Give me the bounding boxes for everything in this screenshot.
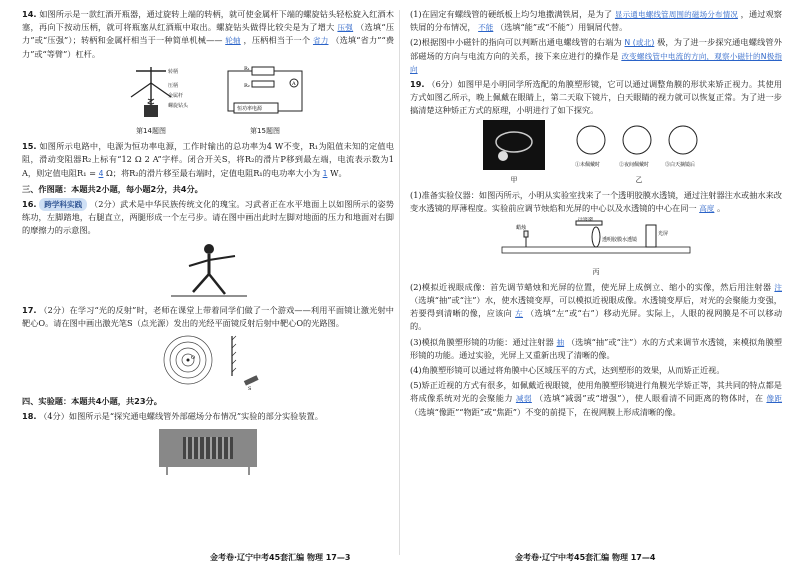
figure-16 xyxy=(22,240,394,302)
figure-17 xyxy=(22,332,394,392)
wine-opener-figure xyxy=(106,63,196,121)
martial-arts-figure xyxy=(163,240,253,302)
footer-right: 金考卷·辽宁中考45套汇编 物理 17—4 xyxy=(515,553,656,562)
question-18-2: (2)根据图中小磁针的指向可以判断出通电螺线管的右端为 N (或北) 极，为了进一步探究通电螺线管外部磁场的方向与电流方向的关系，接下来应进行的操作是 改变螺线管中电流的方向，观察小磁针的N极指向 xyxy=(410,37,782,74)
svg-text:转柄: 转柄 xyxy=(168,68,179,75)
figure-18 xyxy=(22,425,394,477)
section-3-heading: 三、作图题：本题共2小题，每小题2分，共4分。 xyxy=(22,183,203,194)
column-divider xyxy=(399,10,400,555)
cross-discipline-badge: 跨学科实践 xyxy=(39,198,87,211)
svg-text:蜡烛: 蜡烛 xyxy=(516,225,527,232)
target-mirror-figure xyxy=(148,332,268,392)
figure-19-c: 注射器 蜡烛 透明胶膜水透镜 光屏 丙 xyxy=(410,217,782,278)
left-column xyxy=(22,8,394,479)
svg-text:③白天摘镜后: ③白天摘镜后 xyxy=(665,161,696,168)
eye-diagrams xyxy=(569,120,709,170)
svg-text:压柄: 压柄 xyxy=(168,82,179,89)
svg-text:光屏: 光屏 xyxy=(658,231,669,238)
section-4-heading: 四、实验题：本题共4小题，共23分。 xyxy=(22,396,162,407)
svg-text:O: O xyxy=(191,355,196,362)
svg-text:S: S xyxy=(248,386,252,393)
question-19-3: (3)模拟角膜塑形镜的功能：通过注射器 抽 （选填“抽”或“注”）水的方式来调节水透镜，来模拟角膜塑形镜的功能。通过实验，光屏上又重新出现了清晰的像。 xyxy=(410,336,783,360)
question-19-1: (1)准备实验仪器：如图丙所示，小明从实验室找来了一个透明胶膜水透镜，通过注射器注水或抽水来改变水透镜的厚薄程度。实验前应调节烛焰和光屏的中心以及水透镜的中心在同一 高度 。 xyxy=(410,190,782,214)
svg-text:恒功率电源: 恒功率电源 xyxy=(237,105,263,112)
figures-14-15 xyxy=(22,63,394,138)
svg-text:金属杆: 金属杆 xyxy=(168,92,184,99)
footer-left: 金考卷·辽宁中考45套汇编 物理 17—3 xyxy=(210,553,351,562)
question-18: 18. （4分）如图所示是“探究通电螺线管外部磁场分布情况”实验的部分实验装置。 xyxy=(22,411,323,422)
svg-text:②夜间佩戴时: ②夜间佩戴时 xyxy=(619,161,650,168)
svg-text:注射器: 注射器 xyxy=(578,217,594,223)
circuit-figure xyxy=(220,63,310,121)
question-19-2: (2)模拟近视眼成像：首先调节蜡烛和光屏的位置，使光屏上成倒立、缩小的实像，然后用注射器 注 （选填“抽”或“注”）水，使水透镜变厚，可以模拟近视眼成像。水透镜变厚后，对光的会聚能力变强，若要得到清晰的像，应该向 左 （选填“左”或“右”）移动光屏。实际上，人眼的视网膜是不可以移动的。 xyxy=(410,281,783,332)
svg-text:螺旋钻头: 螺旋钻头 xyxy=(168,102,189,109)
figure-19-a: 甲 xyxy=(483,120,545,187)
question-19: 19. （6分）如图甲是小明同学所选配的角膜塑形镜，它可以通过调整角膜的形状来矫正视力。其使用方式如图乙所示，晚上佩戴在眼睛上，第二天取下镜片，白天眼睛的视力就可以恢复正常。为了进一步搞清楚这种矫正方式的原理，小明进行了如下探究。 xyxy=(410,79,782,116)
question-19-5: (5)矫正近视的方式有很多，如佩戴近视眼镜，使用角膜塑形镜进行角膜光学矫正等，其共同的特点都是将成像系统对光的会聚能力 减弱 （选填“减弱”或“增强”），使人眼看清不同距离的物体时，在 像距 （选填“像距”“物距”或“焦距”）不变的前提下，在视网膜上形成清晰的像。 xyxy=(410,380,783,417)
right-column xyxy=(410,8,782,421)
figure-15: R₁ R₂ A 恒功率电源 第15题图 xyxy=(220,63,310,138)
optical-bench-figure xyxy=(496,217,696,261)
svg-text:R₁: R₁ xyxy=(244,65,250,72)
svg-text:A: A xyxy=(292,80,296,87)
svg-text:R₂: R₂ xyxy=(244,82,250,89)
svg-text:透明胶膜水透镜: 透明胶膜水透镜 xyxy=(602,237,638,244)
figure-19-b: ①未佩戴时 ②夜间佩戴时 ③白天摘镜后 乙 xyxy=(569,120,709,187)
ortho-lens-photo xyxy=(483,120,545,170)
svg-text:①未佩戴时: ①未佩戴时 xyxy=(575,161,601,168)
question-14: 14. 如图所示是一款红酒开瓶器，通过旋转上端的转柄，就可使金属杆下端的螺旋钻头轻松旋入红酒木塞，再向下按动压柄，就可将瓶塞从红酒瓶中取出。螺旋钻头做得比较尖是为了增大 压强 （选填“压力”或“压强”）；转柄和金属杆相当于一种简单机械—— 轮轴 ，压柄相当于一个 省力 （选填“省力”“费力”或“等臂”）杠杆。 xyxy=(22,9,395,59)
solenoid-figure xyxy=(153,425,263,477)
figure-19-a-b xyxy=(410,120,782,187)
question-19-4: (4)角膜塑形镜可以通过将角膜中心区域压平的方式，达到塑形的效果，从而矫正近视。 xyxy=(410,365,725,376)
figure-14: 转柄 压柄 金属杆 螺旋钻头 第14题图 xyxy=(106,63,196,138)
question-16: 16. 跨学科实践 （2分）武术是中华民族传统文化的瑰宝。习武者正在水平地面上以如图所示的姿势练功，左脚踏地，右腿直立，两腿形成一个左弓步。请在图中画出此时左脚对地面的压力和地面对右脚的摩擦力的示意图。 xyxy=(22,199,394,236)
question-18-1: (1)在固定有螺线管的硬纸板上均匀地撒满铁屑，是为了 显示通电螺线管周围的磁场分布情况 ，通过观察铁屑的分布情况， 不能 （选填“能”或“不能”）用铜屑代替。 xyxy=(410,9,782,33)
question-15: 15. 如图所示电路中，电源为恒功率电源，工作时输出的总功率为4 W不变，R₁为阻值未知的定值电阻，滑动变阻器R₂上标有“12 Ω 2 A”字样。闭合开关S，将R₂的滑片P移到最左端，电流表示数为1 A，则定值电阻R₁ = 4 Ω；将R₂的滑片移至最右端时，定值电阻R₁的电功率大小为 1 W。 xyxy=(22,141,394,178)
question-17: 17. （2分）在学习“光的反射”时，老师在课堂上带着同学们做了一个游戏——利用平面镜让激光射中靶心O。请在图中画出激光笔S（点光源）发出的光经平面镜反射后射中靶心O的光路图。 xyxy=(22,304,394,328)
